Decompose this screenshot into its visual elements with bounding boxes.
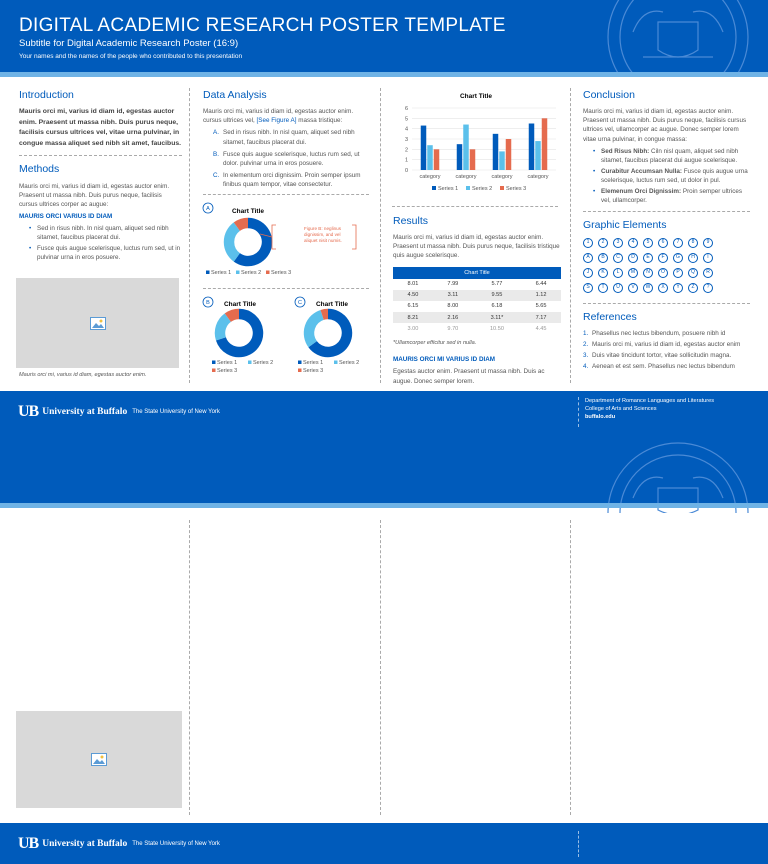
- legend-label: Series 1: [303, 360, 324, 366]
- graphic-element-circle: V: [628, 283, 638, 293]
- graphic-element-circle: 6: [658, 238, 668, 248]
- graphic-element-circle: Y: [673, 283, 683, 293]
- conclusion-heading: Conclusion: [583, 89, 635, 101]
- pie-slice: [322, 314, 328, 315]
- legend-swatch: [212, 369, 216, 373]
- figure-b-letter: B: [206, 300, 210, 306]
- legend-swatch: [298, 369, 302, 373]
- x-tick-label: category: [455, 174, 477, 180]
- graphic-element-circle: O: [658, 268, 668, 278]
- poster-authors: Your names and the names of the people who contributed to this presentation: [19, 53, 243, 60]
- legend-swatch: [248, 361, 252, 365]
- divider: [203, 194, 369, 195]
- graphic-element-circle: N: [643, 268, 653, 278]
- references-list: [583, 329, 750, 372]
- legend-swatch: [466, 186, 470, 190]
- conclusion-text: Mauris orci mi, varius id diam id, egestas auctor enim. Praesent ut massa nibh. Duis purus neque, facilisis cursus ultrices vel, ullamcorper ac augue. Donec semper lorem vitae urna pulvinar, in congue massa:: [583, 108, 747, 143]
- legend-swatch: [266, 271, 270, 275]
- results-text: Mauris orci mi, varius id diam id, egestas auctor enim. Praesent ut massa nibh. Duis purus neque, facilisis tristique quis augue scelerisque.: [393, 234, 560, 260]
- intro-text: Mauris orci mi, varius id diam id, egestas auctor enim. Praesent ut massa nibh. Duis purus neque, facilisis cursus ultrices vel, vitae urna pulvinar, in congue massa aliquet sed nibh sit amet, faucibus.: [19, 108, 182, 147]
- legend-label: Series 3: [217, 368, 238, 374]
- legend-label: Series 1: [217, 360, 238, 366]
- university-seal-icon: [603, 433, 753, 513]
- results-subtext: Egestas auctor enim. Praesent ut massa nibh. Duis ac augue. Donec semper lorem.: [393, 368, 545, 385]
- header-stripe: [0, 503, 768, 508]
- table-row: 8.01 7.99 5.77 6.44: [407, 281, 547, 288]
- legend-label: Series 2: [253, 360, 274, 366]
- legend-swatch: [298, 361, 302, 365]
- ub-logo: [18, 835, 220, 853]
- legend-label: Series 2: [339, 360, 360, 366]
- footer-separator: [578, 397, 579, 427]
- y-tick-label: 0: [404, 168, 408, 174]
- graphic-element-circle: H: [688, 253, 698, 263]
- methods-heading: Methods: [19, 163, 60, 176]
- bar-chart: [390, 88, 562, 200]
- legend-swatch: [212, 361, 216, 365]
- graphic-element-circle: R: [703, 268, 713, 278]
- column-separator: [380, 88, 381, 383]
- graphic-element-circle: 3: [613, 238, 623, 248]
- column-separator: [189, 88, 190, 383]
- list-item: • Sed Risus Nibh: Ciln nisl quam, aliquet sed nibh sitamet, faucibus placerat dui augue scelerisque.: [593, 147, 750, 165]
- graphic-element-circle: C: [613, 253, 623, 263]
- divider: [392, 206, 558, 207]
- graphic-elements-grid: [583, 238, 750, 293]
- graphics-heading: Graphic Elements: [583, 219, 667, 232]
- university-seal-icon: [603, 0, 753, 72]
- legend-label: Series 3: [506, 186, 527, 192]
- bar: [542, 118, 548, 170]
- pie-slice: [309, 315, 322, 344]
- list-item: • Curabitur Accumsan Nulla: Fusce quis augue urna scelerisque, luctus rum sed, ut dolor in pul.: [593, 167, 750, 185]
- divider: [203, 288, 369, 289]
- graphic-element-circle: ?: [703, 283, 713, 293]
- column-4: [583, 88, 750, 373]
- legend-swatch: [500, 186, 504, 190]
- column-separator: [570, 520, 571, 815]
- graphic-element-circle: J: [583, 268, 593, 278]
- college-name: College of Arts and Sciences: [585, 405, 657, 412]
- list-item: A. Sed in risus nibh. In nisl quam, aliquet sed nibh sitamet, faucibus placerat dui.: [213, 129, 355, 146]
- legend-label: Series 1: [211, 270, 232, 276]
- graphic-element-circle: 2: [598, 238, 608, 248]
- table-row: 8.21 2.16 3.11* 7.17: [393, 312, 561, 323]
- ub-logo-suny: The State University of New York: [132, 841, 220, 847]
- x-tick-label: category: [527, 174, 549, 180]
- list-item: 2. Mauris orci mi, varius id diam id, egestas auctor enim: [583, 341, 741, 349]
- column-2: [203, 88, 368, 192]
- graphic-element-circle: P: [673, 268, 683, 278]
- methods-caption: Mauris orci mi, varius id diam, egestas auctor enim.: [19, 372, 147, 378]
- divider: [583, 303, 750, 304]
- y-tick-label: 1: [404, 157, 408, 164]
- graphic-element-circle: S: [583, 283, 593, 293]
- bar: [493, 134, 499, 170]
- bar: [499, 151, 505, 170]
- figure-callout: Figure B: neglinus dignissim, and vel aliquet nisit numis.: [304, 226, 342, 243]
- pie-slice: [228, 314, 239, 318]
- results-heading: Results: [393, 215, 429, 227]
- column-3: [393, 214, 561, 389]
- image-icon: [91, 753, 107, 766]
- poster-subtitle: Subtitle for Digital Academic Research Poster (16:9): [19, 38, 239, 49]
- figure-b: [200, 294, 288, 384]
- graphic-element-circle: Q: [688, 268, 698, 278]
- results-subheading: MAURIS ORCI MI VARIUS ID DIAM: [393, 356, 496, 364]
- y-tick-label: 3: [404, 137, 408, 143]
- footer-separator: [578, 831, 579, 857]
- results-table: [393, 267, 561, 335]
- chart-title: Chart Title: [223, 301, 257, 308]
- image-placeholder[interactable]: [16, 711, 182, 808]
- bar: [457, 144, 463, 170]
- graphic-element-circle: 9: [703, 238, 713, 248]
- legend-label: Series 1: [438, 186, 459, 192]
- divider: [19, 155, 182, 156]
- ub-logo-mark: UB: [18, 403, 39, 420]
- legend-label: Series 3: [303, 368, 324, 374]
- poster-header: [0, 0, 768, 72]
- graphic-element-circle: W: [643, 283, 653, 293]
- methods-subheading: MAURIS ORCI VARIUS ID DIAM: [19, 212, 113, 220]
- footer-bar: [0, 391, 768, 433]
- poster-title: DIGITAL ACADEMIC RESEARCH POSTER TEMPLATE: [19, 15, 506, 36]
- table-footnote: *Ullamcorper efficitur sed in nulla.: [393, 340, 477, 347]
- graphic-element-circle: G: [673, 253, 683, 263]
- bar: [535, 141, 541, 170]
- bar: [529, 124, 535, 171]
- pie-slice: [220, 318, 228, 339]
- department-name: Department of Romance Languages and Literatures: [585, 398, 715, 404]
- conclusion-bullets: [583, 147, 750, 206]
- legend-swatch: [236, 271, 240, 275]
- ub-logo-suny: The State University of New York: [132, 409, 220, 415]
- graphic-element-circle: 4: [628, 238, 638, 248]
- y-tick-label: 4: [404, 126, 408, 133]
- y-tick-label: 5: [404, 116, 408, 123]
- intro-heading: Introduction: [19, 89, 74, 101]
- figure-link[interactable]: [See Figure A]: [256, 117, 297, 125]
- references-heading: References: [583, 310, 637, 323]
- footer-bar: [0, 823, 768, 864]
- graphic-element-circle: E: [643, 253, 653, 263]
- graphic-element-circle: A: [583, 253, 593, 263]
- x-tick-label: category: [419, 174, 441, 180]
- graphic-element-circle: F: [658, 253, 668, 263]
- analysis-text: Mauris orci mi, varius id diam id, egestas auctor enim. cursus ultrices vel, [See Figure A] massa tristique:: [203, 108, 354, 125]
- y-tick-label: 2: [404, 147, 408, 154]
- graphic-element-circle: K: [598, 268, 608, 278]
- website-link[interactable]: buffalo.edu: [585, 413, 616, 420]
- graphic-element-circle: X: [658, 283, 668, 293]
- table-row: 3.00 9.70 10.50 4.45: [407, 325, 547, 332]
- analysis-list: [203, 128, 368, 189]
- chart-title: Chart Title: [459, 93, 493, 100]
- list-item: • Elemenum Orci Dignissim: Proin semper ultrices vel, ullamcorper.: [593, 187, 750, 205]
- graphic-element-circle: T: [598, 283, 608, 293]
- graphic-element-circle: M: [628, 268, 638, 278]
- legend-label: Series 2: [472, 186, 493, 192]
- figure-c-letter: C: [298, 300, 302, 306]
- column-separator: [189, 520, 190, 815]
- legend-swatch: [432, 186, 436, 190]
- graphic-element-circle: 7: [673, 238, 683, 248]
- image-icon: [90, 317, 106, 330]
- graphic-element-circle: D: [628, 253, 638, 263]
- table-row: 4.50 3.11 9.55 1.12: [393, 290, 561, 301]
- column-separator: [570, 88, 571, 383]
- legend-swatch: [334, 361, 338, 365]
- bar: [463, 125, 469, 170]
- graphic-element-circle: B: [598, 253, 608, 263]
- figure-a-letter: A: [206, 206, 210, 212]
- ub-logo-name: University at Buffalo: [42, 407, 128, 417]
- table-title: Chart Title: [393, 267, 561, 279]
- column-1: [19, 88, 182, 265]
- graphic-element-circle: 1: [583, 238, 593, 248]
- list-item: 1. Phasellus nec lectus bibendum, posuere nibh id: [583, 329, 726, 337]
- y-tick-label: 6: [404, 106, 408, 112]
- bar: [434, 149, 440, 170]
- pie-slice: [229, 227, 237, 258]
- ub-logo: [18, 403, 220, 421]
- graphic-element-circle: 5: [643, 238, 653, 248]
- figure-c: [292, 294, 372, 384]
- graphic-element-circle: I: [703, 253, 713, 263]
- column-separator: [380, 520, 381, 815]
- image-placeholder[interactable]: [16, 278, 179, 368]
- list-item: • Fusce quis augue scelerisque, luctus rum sed, ut in pulvinar urna in eros posuere.: [29, 244, 182, 262]
- chart-title: Chart Title: [315, 301, 349, 308]
- department-info: [585, 398, 714, 421]
- x-tick-label: category: [491, 174, 513, 180]
- graphic-element-circle: 8: [688, 238, 698, 248]
- list-item: B. Fusce quis augue scelerisque, luctus rum sed, ut dolor. pulvinar urna in eros posuere.: [213, 150, 360, 167]
- legend-label: Series 2: [241, 270, 262, 276]
- methods-text: Mauris orci mi, varius id diam id, egestas auctor enim. Praesent ut massa nibh. Duis purus neque, facilisis cursus ultrices corper ac augue:: [19, 182, 170, 208]
- bar: [427, 145, 433, 170]
- methods-bullets: [19, 224, 182, 263]
- list-item: 4. Aenean et est sem. Phasellus nec lectus bibendum: [583, 363, 735, 371]
- pie-slice: [237, 223, 248, 227]
- table-row: 6.15 8.00 6.18 5.65: [407, 303, 547, 310]
- graphic-element-circle: L: [613, 268, 623, 278]
- bar: [421, 126, 427, 170]
- chart-title: Chart Title: [231, 208, 265, 215]
- template-header-blank: [0, 433, 768, 503]
- legend-label: Series 3: [271, 270, 292, 276]
- ub-logo-mark: UB: [18, 835, 39, 852]
- bar: [470, 149, 476, 170]
- analysis-heading: Data Analysis: [203, 89, 267, 101]
- header-stripe: [0, 72, 768, 77]
- list-item: 3. Duis vitae tincidunt tortor, vitae sollicitudin magna.: [583, 352, 732, 360]
- ub-logo-name: University at Buffalo: [42, 839, 128, 849]
- graphic-element-circle: Z: [688, 283, 698, 293]
- legend-swatch: [206, 271, 210, 275]
- list-item: • Sed in risus nibh. In nisl quam, aliquet sed nibh sitamet, faucibus placerat dui.: [29, 224, 182, 242]
- divider: [583, 211, 750, 212]
- graphic-element-circle: U: [613, 283, 623, 293]
- list-item: C. In elementum orci dignissim. Proin semper ipsum finibus quam tempor, vitae consectetur.: [213, 171, 361, 189]
- bar: [506, 139, 512, 170]
